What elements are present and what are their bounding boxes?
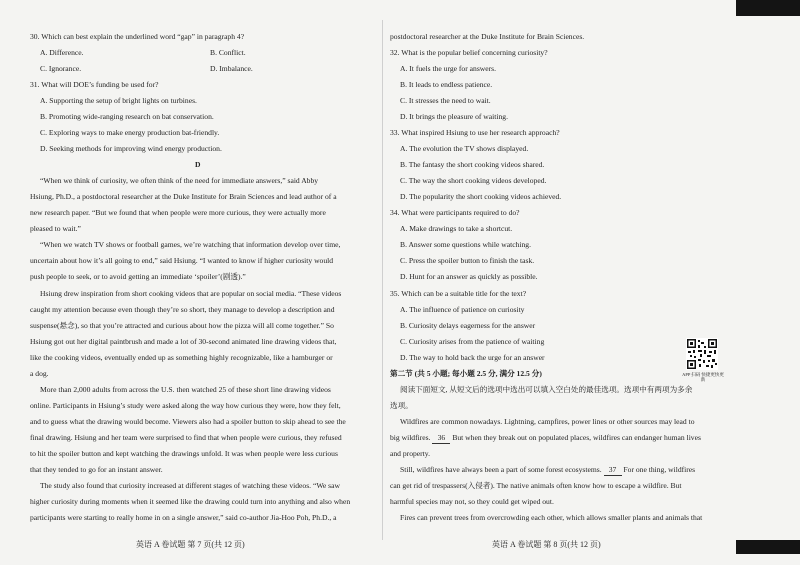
passage-line: Fires can prevent trees from overcrowding each other, which allows smaller plants and animals that: [400, 513, 703, 522]
q30-stem: 30. Which can best explain the underlined word “gap” in paragraph 4?: [30, 32, 245, 41]
blank-37: 37: [604, 466, 622, 476]
passage-line: higher curiosity during moments when it seemed like the drawing could turn into anything and also when: [30, 497, 351, 506]
q30-option-c: C. Ignorance.: [40, 64, 82, 73]
bottom-right-black-bar: [736, 540, 800, 554]
passage-line: that they tended to go for an instant answer.: [30, 465, 163, 474]
section-two-instructions-cont: 选项。: [390, 401, 413, 410]
passage-line: a dog.: [30, 369, 49, 378]
q35-option-c: C. Curiosity arises from the patience of waiting: [400, 337, 545, 346]
passage-text: Still, wildfires have always been a part of some forest ecosystems.: [400, 465, 602, 474]
passage-line: The study also found that curiosity increased at different stages of watching these videos. “We saw: [40, 481, 340, 490]
passage-line: to hit the spoiler button and kept watching the drawings unfold. It was when people were less curious: [30, 449, 338, 458]
left-page-footer: 英语 A 卷试题 第 7 页(共 12 页): [136, 540, 245, 549]
passage-line: and property.: [390, 449, 430, 458]
q33-stem: 33. What inspired Hsiung to use her research approach?: [390, 128, 560, 137]
qr-code-caption: APP 扫码 快捷更快更新: [682, 372, 724, 383]
q33-option-d: D. The popularity the short cooking videos achieved.: [400, 192, 562, 201]
q34-option-a: A. Make drawings to take a shortcut.: [400, 224, 513, 233]
passage-line: suspense(悬念), so that you’re attracted and curious about how the pizza will all come together.” So: [30, 321, 334, 330]
passage-text: For one thing, wildfires: [623, 465, 696, 474]
q31-stem: 31. What will DOE’s funding be used for?: [30, 80, 159, 89]
right-page-footer: 英语 A 卷试题 第 8 页(共 12 页): [492, 540, 601, 549]
q34-option-d: D. Hunt for an answer as quickly as possible.: [400, 272, 538, 281]
section-two-instructions: 阅读下面短文, 从短文后的选项中选出可以填入空白处的最佳选项。选项中有两项为多余: [400, 385, 693, 394]
passage-line: new research paper. “But we found that when people were more curious, they were actually more: [30, 208, 326, 217]
passage-line: final drawing. Hsiung and her team were surprised to find that when people were curious, they refused: [30, 433, 342, 442]
q30-option-d: D. Imbalance.: [210, 64, 253, 73]
q32-option-d: D. It brings the pleasure of waiting.: [400, 112, 508, 121]
q34-option-b: B. Answer some questions while watching.: [400, 240, 531, 249]
passage-line-with-blank-36: [390, 434, 701, 444]
page-divider: [382, 20, 383, 540]
q34-option-c: C. Press the spoiler button to finish the task.: [400, 256, 535, 265]
passage-line: Hsiung drew inspiration from short cooking videos that are popular on social media. “These videos: [40, 289, 342, 298]
q35-option-a: A. The influence of patience on curiosity: [400, 305, 525, 314]
q33-option-a: A. The evolution the TV shows displayed.: [400, 144, 529, 153]
q34-stem: 34. What were participants required to do?: [390, 208, 520, 217]
passage-line: uncertain about how it’s all going to end,” said Hsiung. “I wanted to know if higher curiosity would: [30, 256, 334, 265]
top-right-black-bar: [736, 0, 800, 16]
passage-line: harmful species may not, so they could get wiped out.: [390, 497, 554, 506]
qr-code-icon: [686, 338, 718, 370]
passage-line-with-blank-37: [400, 466, 695, 476]
q30-option-a: A. Difference.: [40, 48, 84, 57]
passage-line: Hsiung, Ph.D., a postdoctoral researcher at the Duke Institute for Brain Sciences and lead author of a: [30, 192, 337, 201]
passage-line: online. Participants in Hsiung’s study were asked along the way how curious they were, how they felt,: [30, 401, 341, 410]
section-two-heading: 第二节 (共 5 小题; 每小题 2.5 分, 满分 12.5 分): [390, 369, 542, 378]
q30-option-b: B. Conflict.: [210, 48, 246, 57]
q32-option-b: B. It leads to endless patience.: [400, 80, 493, 89]
qr-code[interactable]: [686, 338, 718, 370]
passage-line: and to guess what the drawing would become. Viewers also had a spoiler button to skip ahead to see the: [30, 417, 346, 426]
passage-line: push people to seek, or to avoid getting an immediate ‘spoiler’(剧透).”: [30, 272, 246, 281]
q35-stem: 35. Which can be a suitable title for the text?: [390, 289, 527, 298]
q35-option-d: D. The way to hold back the urge for an answer: [400, 353, 545, 362]
passage-text: big wildfires.: [390, 433, 431, 442]
q32-stem: 32. What is the popular belief concerning curiosity?: [390, 48, 548, 57]
watermark: ​: [340, 302, 360, 362]
passage-line: postdoctoral researcher at the Duke Institute for Brain Sciences.: [390, 32, 585, 41]
passage-line: “When we think of curiosity, we often think of the need for immediate answers,” said Abby: [40, 176, 319, 185]
passage-line: More than 2,000 adults from across the U.S. then watched 25 of these short line drawing videos: [40, 385, 331, 394]
q33-option-b: B. The fantasy the short cooking videos shared.: [400, 160, 545, 169]
blank-36: 36: [432, 434, 450, 444]
q35-option-b: B. Curiosity delays eagerness for the answer: [400, 321, 536, 330]
passage-text: But when they break out on populated places, wildfires can endanger human lives: [452, 433, 701, 442]
passage-line: can get rid of trespassers(入侵者). The native animals often know how to escape a wildfire. But: [390, 481, 682, 490]
q32-option-c: C. It stresses the need to wait.: [400, 96, 491, 105]
q32-option-a: A. It fuels the urge for answers.: [400, 64, 497, 73]
passage-line: like the cooking videos, eventually ended up as something highly recognizable, like a hamburger or: [30, 353, 333, 362]
passage-line: participants were starting to really home in on a single answer,” said co-author Jia-Hoo Poh, Ph.D., a: [30, 513, 337, 522]
q31-option-d: D. Seeking methods for improving wind energy production.: [40, 144, 222, 153]
passage-line: Wildfires are common nowadays. Lightning, campfires, power lines or other sources may lead to: [400, 417, 695, 426]
q33-option-c: C. The way the short cooking videos developed.: [400, 176, 547, 185]
passage-line: pleased to wait.”: [30, 224, 81, 233]
passage-line: Hsiung got out her digital paintbrush and made a lot of 30-second animated line drawing videos that,: [30, 337, 337, 346]
q31-option-c: C. Exploring ways to make energy production bat-friendly.: [40, 128, 220, 137]
passage-line: caught my attention because even though they’re so short, they manage to develop a description and: [30, 305, 335, 314]
passage-d-heading: D: [195, 160, 201, 169]
q31-option-b: B. Promoting wide-ranging research on bat conservation.: [40, 112, 214, 121]
q31-option-a: A. Supporting the setup of bright lights on turbines.: [40, 96, 197, 105]
passage-line: “When we watch TV shows or football games, we’re watching that information develop over time,: [40, 240, 341, 249]
